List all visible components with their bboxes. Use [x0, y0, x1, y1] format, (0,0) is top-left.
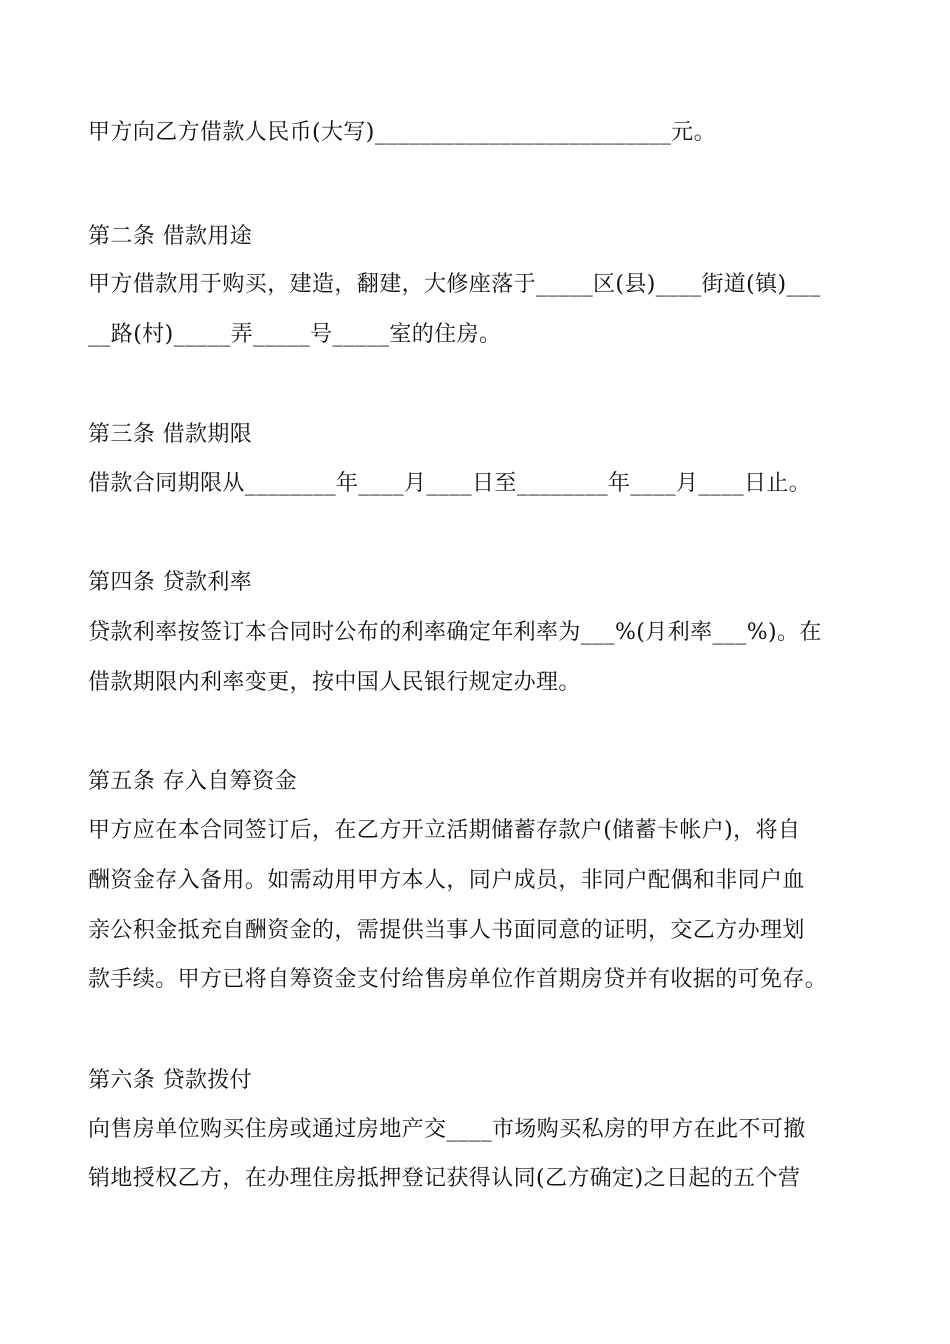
article-2-text-line: __路(村)_____弄_____号_____室的住房。: [88, 322, 502, 347]
loan-amount-line: 甲方向乙方借款人民币(大写)__________________________元。: [88, 120, 716, 145]
article-4-text-line: 借款期限内利率变更，按中国人民银行规定办理。: [88, 670, 581, 695]
article-2-text-line: 甲方借款用于购买，建造，翻建，大修座落于_____区(县)____街道(镇)___: [88, 272, 821, 297]
article-4-text-line: 贷款利率按签订本合同时公布的利率确定年利率为___%(月利率___%)。在: [88, 620, 822, 645]
article-6-heading: 第六条 贷款拨付: [88, 1068, 253, 1093]
article-2-heading: 第二条 借款用途: [88, 224, 253, 249]
article-5-text-line: 甲方应在本合同签订后，在乙方开立活期储蓄存款户(储蓄卡帐户)，将自: [88, 818, 801, 843]
article-3-heading: 第三条 借款期限: [88, 422, 253, 447]
article-5-text-line: 款手续。甲方已将自筹资金支付给售房单位作首期房贷并有收据的可免存。: [88, 967, 828, 992]
article-5-text-line: 酬资金存入备用。如需动用甲方本人，同户成员，非同户配偶和非同户血: [88, 868, 805, 893]
article-4-heading: 第四条 贷款利率: [88, 570, 253, 595]
article-3-text-line: 借款合同期限从________年____月____日至________年____月____日止。: [88, 471, 812, 496]
article-5-text-line: 亲公积金抵充自酬资金的，需提供当事人书面同意的证明，交乙方办理划: [88, 918, 805, 943]
article-6-text-line: 销地授权乙方，在办理住房抵押登记获得认同(乙方确定)之日起的五个营: [88, 1166, 801, 1191]
article-5-heading: 第五条 存入自筹资金: [88, 769, 297, 794]
article-6-text-line: 向售房单位购买住房或通过房地产交____市场购买私房的甲方在此不可撤: [88, 1117, 806, 1142]
